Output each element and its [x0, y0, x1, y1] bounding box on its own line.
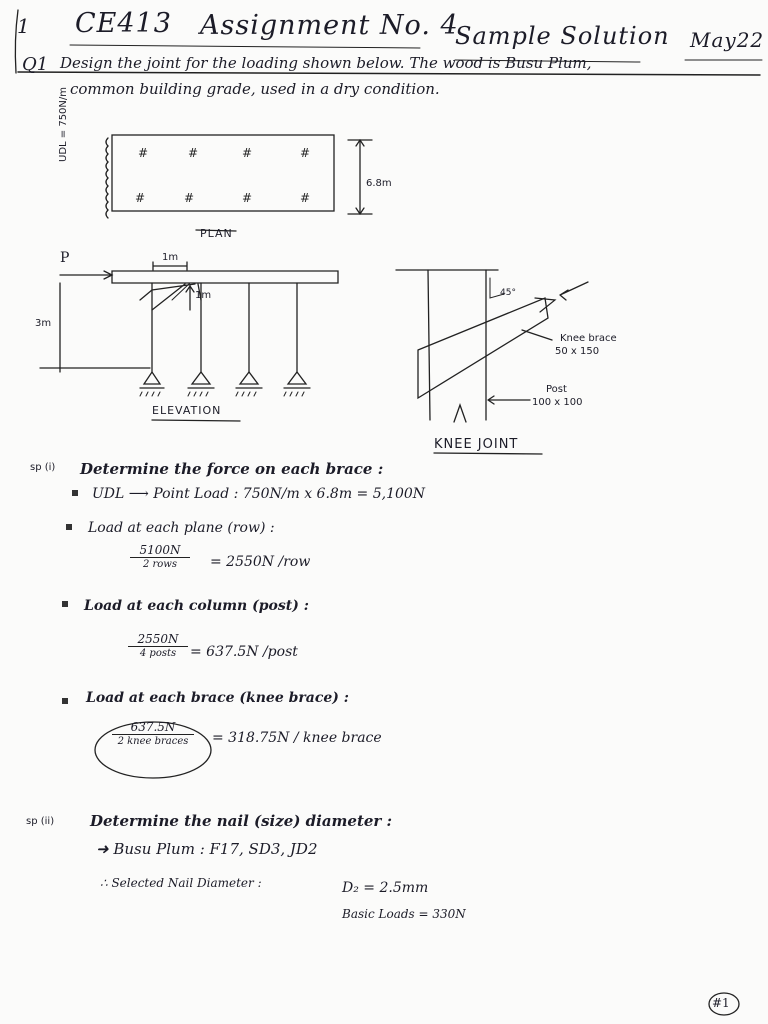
item-number: 1 [17, 14, 30, 38]
udl-label: UDL = 750N/m [58, 86, 69, 162]
column-load-result: = 637.5N /post [190, 644, 298, 660]
svg-text:#: # [138, 146, 149, 160]
brace-load-numerator: 637.5N [112, 720, 194, 735]
row-load-denominator: 2 rows [142, 559, 178, 570]
brace-load-denominator: 2 knee braces [117, 736, 189, 747]
svg-text:#: # [242, 146, 253, 160]
plan-dimension: 6.8m [366, 178, 392, 189]
column-load-denominator: 4 posts [139, 648, 177, 659]
question-line-1: Design the joint for the loading shown below. The wood is Busu Plum, [60, 54, 592, 72]
assignment-title: Assignment No. 4 [200, 10, 459, 41]
svg-text:#: # [300, 146, 311, 160]
brace-load-title: Load at each brace (knee brace) : [86, 690, 349, 706]
knee-joint-label: KNEE JOINT [434, 437, 519, 452]
question-number: Q1 [22, 54, 49, 75]
brace-dimension: 1m [195, 290, 212, 301]
udl-conversion: UDL ⟶ Point Load : 750N/m x 6.8m = 5,100N [92, 486, 426, 502]
elevation-drawing [40, 262, 338, 421]
step1-prefix: sp (i) [30, 462, 56, 473]
svg-text:#: # [242, 191, 253, 205]
elevation-top-dimension: 1m [162, 252, 179, 263]
brace-load-result: = 318.75N / knee brace [212, 730, 382, 746]
column-load-fraction [128, 632, 188, 659]
svg-text:#: # [300, 191, 311, 205]
knee-brace-size: 50 x 150 [555, 346, 600, 357]
column-load-title: Load at each column (post) : [84, 598, 309, 614]
elevation-label: ELEVATION [152, 404, 222, 417]
basic-loads: Basic Loads = 330N [342, 907, 466, 921]
row-load-numerator: 5100N [130, 543, 190, 558]
row-load-fraction [130, 543, 190, 570]
height-dimension: 3m [35, 318, 52, 329]
step2-prefix: sp (ii) [26, 816, 55, 827]
question-line-2: common building grade, used in a dry condition. [70, 80, 440, 98]
knee-brace-label: Knee brace [560, 333, 617, 344]
load-p-label: P [60, 250, 70, 266]
svg-text:#: # [184, 191, 195, 205]
selected-nail-label: ∴ Selected Nail Diameter : [100, 876, 262, 890]
page-tag: #1 [712, 996, 730, 1010]
post-label: Post [546, 384, 567, 395]
post-size: 100 x 100 [532, 397, 583, 408]
row-load-result: = 2550N /row [210, 554, 311, 570]
step2-title: Determine the nail (size) diameter : [90, 812, 393, 830]
species-properties: ➜ Busu Plum : F17, SD3, JD2 [96, 840, 318, 858]
brace-load-fraction [112, 720, 194, 747]
row-load-title: Load at each plane (row) : [88, 520, 275, 536]
nail-diameter: D₂ = 2.5mm [342, 880, 429, 896]
svg-text:#: # [135, 191, 146, 205]
solution-subtitle: Sample Solution [455, 22, 670, 50]
date-label: May22 [690, 28, 765, 52]
step1-title: Determine the force on each brace : [80, 460, 384, 478]
plan-label: PLAN [200, 227, 233, 240]
angle-label: 45° [500, 288, 516, 298]
knee-joint-drawing [396, 270, 588, 454]
course-code: CE413 [75, 8, 172, 39]
column-load-numerator: 2550N [128, 632, 188, 647]
svg-text:#: # [188, 146, 199, 160]
